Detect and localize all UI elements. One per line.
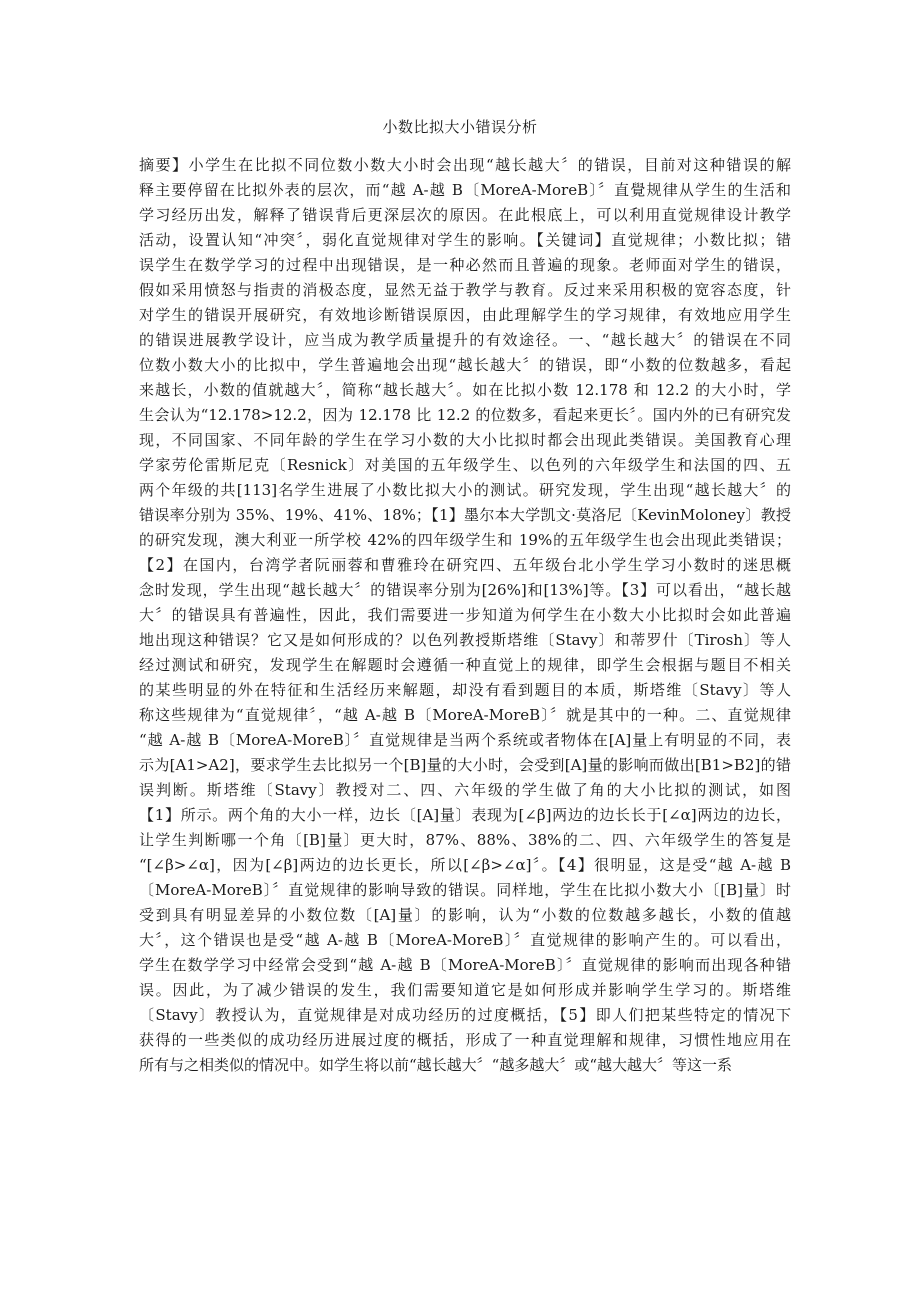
body-line: 示为[A1>A2]，要求学生去比拟另一个[B]量的大小时，会受到[A]量的影响而做出[B1>B2]的错 [139,756,791,774]
body-line: 误。因此，为了减少错误的发生，我们需要知道它是如何形成并影响学生学习的。斯塔维 [139,981,791,999]
body-line: 两个年级的共[113]名学生进展了小数比拟大小的测试。研究发现，学生出现“越长越大〞的 [139,481,791,499]
body-line: 错误率分别为 35%、19%、41%、18%；【1】墨尔本大学凯文·莫洛尼〔KevinMoloney〕教授 [139,506,791,524]
body-line: 的研究发现，澳大利亚一所学校 42%的四年级学生和 19%的五年级学生也会出现此类错误； [139,531,791,549]
body-line: 现，不同国家、不同年龄的学生在学习小数的大小比拟时都会出现此类错误。美国教育心理 [139,431,791,449]
body-line: 念时发现，学生出现“越长越大〞的错误率分别为[26%]和[13%]等。【3】可以看出，“越长越 [139,581,791,599]
document-body [139,153,791,1078]
body-line: 的错误进展教学设计，应当成为教学质量提升的有效途径。一、“越长越大〞的错误在不同 [139,331,791,349]
body-line: 〔MoreA-MoreB〕〞直觉规律的影响导致的错误。同样地，学生在比拟小数大小〔[B]量〕时 [139,881,791,899]
body-line: 【1】所示。两个角的大小一样，边长〔[A]量〕表现为[∠β]两边的边长长于[∠α]两边的边长， [139,806,791,824]
body-line: 假如采用愤怒与指责的消极态度，显然无益于教学与教育。反过来采用积极的宽容态度，针 [139,281,791,299]
body-line: 学家劳伦雷斯尼克〔Resnick〕对美国的五年级学生、以色列的六年级学生和法国的四、五 [139,456,791,474]
body-line: 活动，设置认知“冲突〞，弱化直觉规律对学生的影响。【关键词】直觉规律；小数比拟；错 [139,231,791,249]
body-line: 称这些规律为“直觉规律〞，“越 A-越 B〔MoreA-MoreB〕〞就是其中的一种。二、直觉规律 [139,706,791,724]
body-line: 学生在数学学习中经常会受到“越 A-越 B〔MoreA-MoreB〕〞直觉规律的影响而出现各种错 [139,956,791,974]
body-line: 的某些明显的外在特征和生活经历来解题，却没有看到题目的本质，斯塔维〔Stavy〕等人 [139,681,791,699]
body-line: 摘要】小学生在比拟不同位数小数大小时会出现“越长越大〞的错误，目前对这种错误的解 [139,156,791,174]
body-line: 受到具有明显差异的小数位数〔[A]量〕的影响，认为“小数的位数越多越长，小数的值越 [139,906,791,924]
body-line: 获得的一些类似的成功经历进展过度的概括，形成了一种直觉理解和规律，习惯性地应用在 [139,1031,791,1049]
body-line: 大〞的错误具有普遍性，因此，我们需要进一步知道为何学生在小数大小比拟时会如此普遍 [139,606,791,624]
body-line: 释主要停留在比拟外表的层次，而“越 A-越 B〔MoreA-MoreB〕〞直覺规律从学生的生活和 [139,181,791,199]
body-line: 位数小数大小的比拟中，学生普遍地会出现“越长越大〞的错误，即“小数的位数越多，看起 [139,356,791,374]
body-line: “[∠β>∠α]，因为[∠β]两边的边长更长，所以[∠β>∠α]〞。【4】很明显，这是受“越 A-越 B [139,856,791,874]
body-line: “越 A-越 B〔MoreA-MoreB〕〞直觉规律是当两个系统或者物体在[A]量上有明显的不同，表 [139,731,791,749]
body-line: 让学生判断哪一个角〔[B]量〕更大时，87%、88%、38%的二、四、六年级学生的答复是 [139,831,791,849]
body-line: 学习经历出发，解释了错误背后更深层次的原因。在此根底上，可以利用直觉规律设计教学 [139,206,791,224]
body-line: 经过测试和研究，发现学生在解题时会遵循一种直觉上的规律，即学生会根据与题目不相关 [139,656,791,674]
body-line: 对学生的错误开展研究，有效地诊断错误原因，由此理解学生的学习规律，有效地应用学生 [139,306,791,324]
body-line: 生会认为“12.178>12.2，因为 12.178 比 12.2 的位数多，看起来更长〞。国内外的已有研究发 [139,406,791,424]
document-title: 小数比拟大小错误分析 [382,118,538,136]
body-line: 所有与之相类似的情况中。如学生将以前“越长越大〞“越多越大〞或“越大越大〞等这一系 [139,1056,733,1074]
body-line: 大〞，这个错误也是受“越 A-越 B〔MoreA-MoreB〕〞直觉规律的影响产生的。可以看出， [139,931,791,949]
body-line: 来越长，小数的值就越大〞，简称“越长越大〞。如在比拟小数 12.178 和 12.2 的大小时，学 [139,381,791,399]
body-line: 地出现这种错误？它又是如何形成的？以色列教授斯塔维〔Stavy〕和蒂罗什〔Tirosh〕等人 [139,631,791,649]
body-line: 〔Stavy〕教授认为，直觉规律是对成功经历的过度概括，【5】即人们把某些特定的情况下 [139,1006,791,1024]
body-line: 【2】在国内，台湾学者阮丽蓉和曹雅玲在研究四、五年级台北小学生学习小数时的迷思概 [139,556,791,574]
body-line: 误判断。斯塔维〔Stavy〕教授对二、四、六年级的学生做了角的大小比拟的测试，如图 [139,781,791,799]
body-line: 误学生在数学学习的过程中出现错误，是一种必然而且普遍的现象。老师面对学生的错误， [139,256,791,274]
